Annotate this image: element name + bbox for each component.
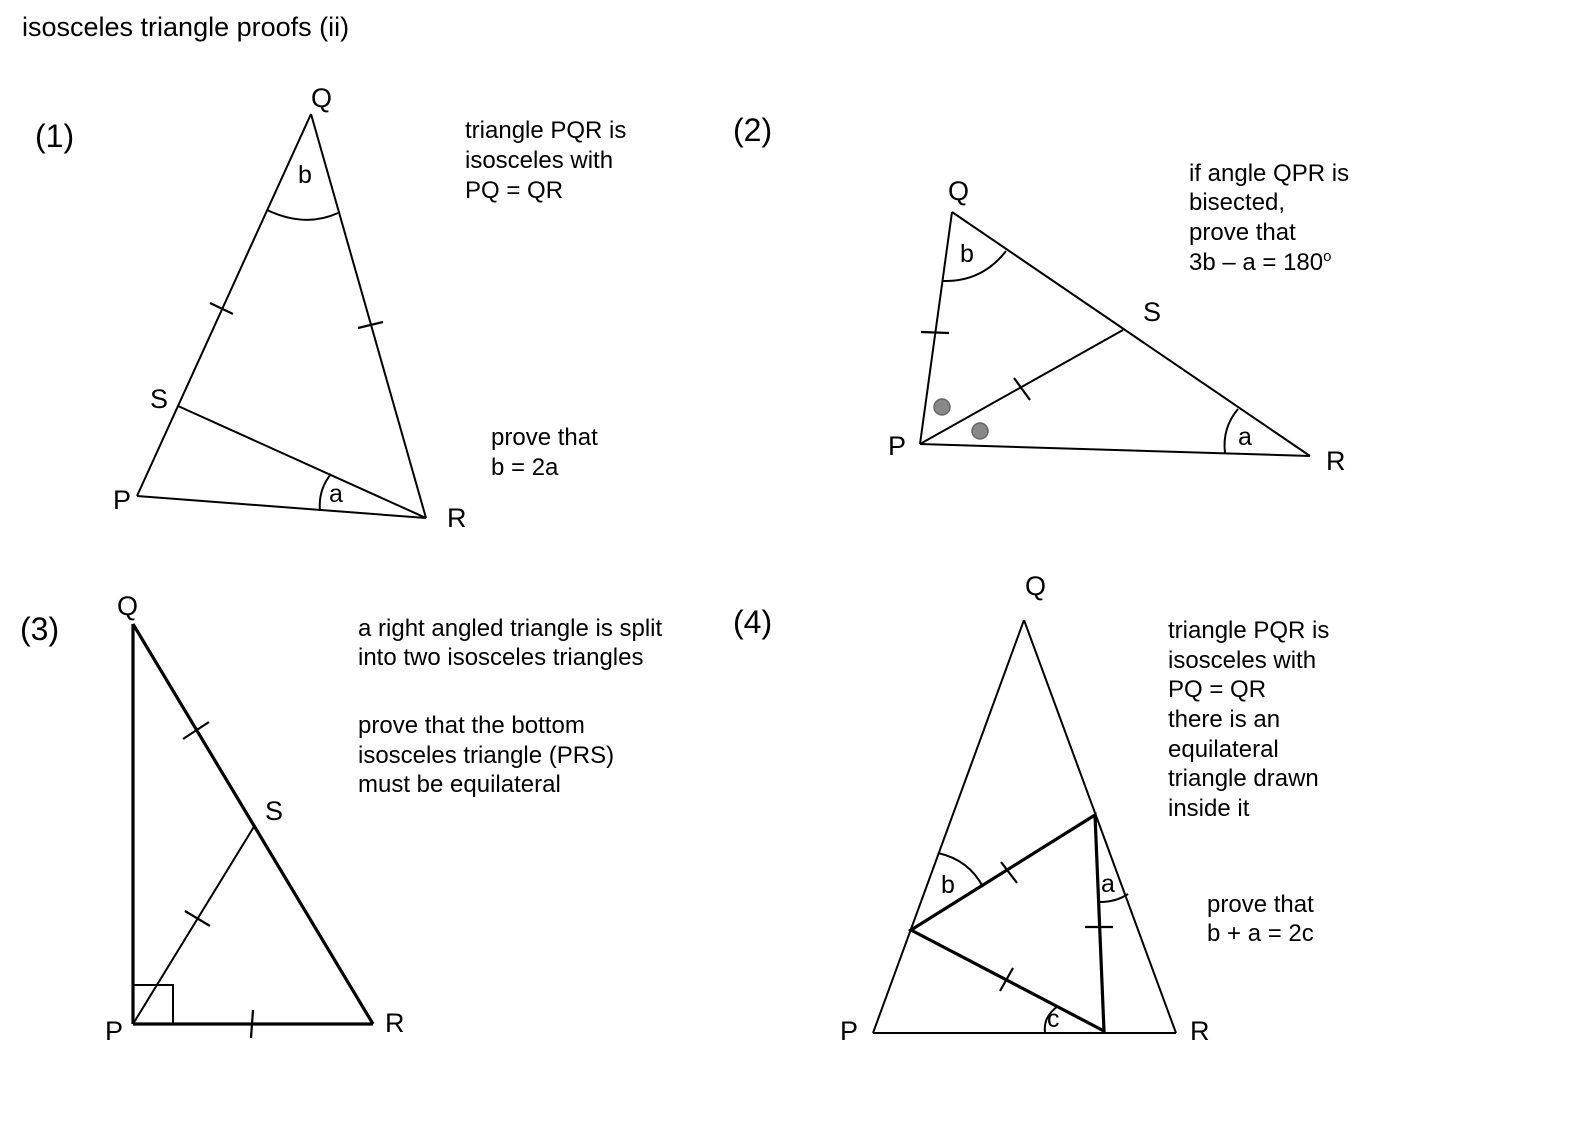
problem-1 — [35, 83, 626, 533]
description-line: isosceles with — [465, 147, 614, 174]
prove-line: must be equilateral — [358, 771, 561, 798]
side-pq — [873, 620, 1024, 1033]
prove-line: isosceles triangle (PRS) — [358, 742, 615, 769]
vertex-s-label: S — [150, 384, 169, 414]
vertex-r-label: R — [385, 1008, 405, 1038]
description-line: bisected, — [1189, 189, 1286, 216]
vertex-s-label: S — [265, 796, 284, 826]
angle-b-label: b — [298, 161, 312, 189]
problem-2 — [733, 112, 1349, 476]
equal-side-tick — [251, 1010, 253, 1038]
problem-4-diagram — [873, 620, 1176, 1033]
angle-c-label: c — [1047, 1005, 1060, 1033]
vertex-r-label: R — [447, 503, 467, 533]
problem-3-diagram — [133, 624, 373, 1038]
equal-side-tick — [1000, 968, 1013, 991]
equal-side-tick — [183, 722, 209, 739]
degree-symbol: o — [1323, 248, 1332, 265]
vertex-r-label: R — [1326, 446, 1346, 476]
page-title: isosceles triangle proofs (ii) — [22, 12, 350, 42]
side-qr — [311, 114, 426, 518]
problem-3-number: (3) — [20, 611, 60, 647]
description-line: isosceles with — [1168, 647, 1317, 674]
description-line: inside it — [1168, 795, 1250, 822]
angle-a-arc — [1225, 409, 1238, 453]
vertex-q-label: Q — [1025, 571, 1047, 601]
equal-angle-dot — [934, 399, 950, 415]
vertex-q-label: Q — [311, 83, 333, 113]
problem-3 — [20, 591, 663, 1046]
angle-b-label: b — [960, 240, 974, 268]
side-pq — [137, 114, 311, 496]
prove-line: prove that — [491, 424, 598, 451]
equation-text: 3b – a = 180 — [1189, 249, 1324, 276]
prove-line: b = 2a — [491, 454, 559, 481]
description-line — [1189, 248, 1331, 276]
problem-2-number: (2) — [733, 112, 773, 148]
angle-b-arc — [267, 210, 338, 220]
vertex-p-label: P — [840, 1016, 859, 1046]
problem-3-prove — [358, 712, 614, 798]
problem-4-number: (4) — [733, 604, 773, 640]
description-line: there is an — [1168, 706, 1281, 733]
equal-angle-dot — [972, 423, 988, 439]
vertex-q-label: Q — [948, 176, 970, 206]
vertex-p-label: P — [888, 431, 907, 461]
description-line: triangle PQR is — [465, 117, 627, 144]
problem-2-description — [1189, 160, 1349, 276]
problem-1-prove — [491, 424, 598, 481]
angle-a-label: a — [329, 480, 343, 508]
description-line: a right angled triangle is split — [358, 615, 663, 642]
description-line: into two isosceles triangles — [358, 644, 644, 671]
description-line: triangle PQR is — [1168, 617, 1330, 644]
description-line: triangle drawn — [1168, 765, 1319, 792]
problem-1-diagram — [137, 114, 426, 518]
vertex-r-label: R — [1190, 1016, 1210, 1046]
equal-side-tick — [185, 911, 210, 926]
problem-1-description — [465, 117, 626, 204]
prove-line: b + a = 2c — [1207, 920, 1314, 947]
vertex-p-label: P — [113, 485, 132, 515]
angle-b-label: b — [941, 871, 955, 899]
prove-line: prove that the bottom — [358, 712, 585, 739]
problem-4 — [733, 571, 1329, 1046]
vertex-p-label: P — [105, 1016, 124, 1046]
description-line: if angle QPR is — [1189, 160, 1350, 187]
problem-4-description — [1168, 617, 1329, 822]
segment-ps — [133, 825, 255, 1024]
description-line: equilateral — [1168, 736, 1279, 763]
vertex-s-label: S — [1143, 297, 1162, 327]
problem-4-prove — [1207, 891, 1314, 947]
vertex-q-label: Q — [117, 591, 139, 621]
angle-a-label: a — [1101, 870, 1115, 898]
equal-side-tick — [921, 332, 949, 333]
angle-a-label: a — [1238, 423, 1252, 451]
problem-1-number: (1) — [35, 118, 75, 154]
description-line: PQ = QR — [465, 177, 564, 204]
description-line: PQ = QR — [1168, 676, 1267, 703]
angle-b-arc — [943, 251, 1006, 281]
prove-line: prove that — [1207, 891, 1314, 918]
description-line: prove that — [1189, 219, 1296, 246]
problem-3-description — [358, 615, 663, 671]
